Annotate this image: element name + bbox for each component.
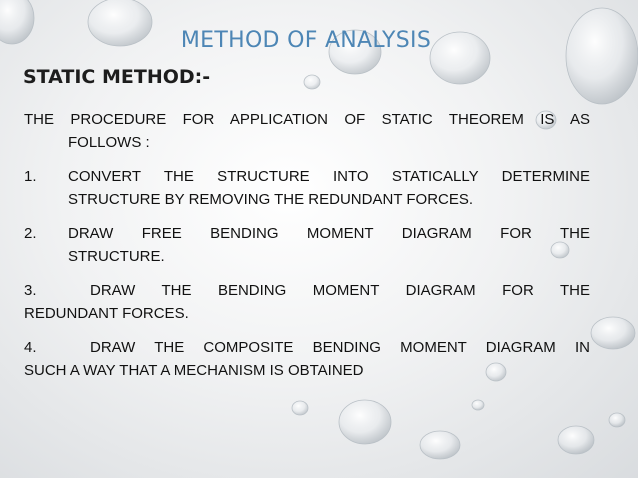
- step-line-1: DRAW THE BENDING MOMENT DIAGRAM FOR THE: [90, 282, 590, 299]
- step-number: 4.: [24, 339, 37, 356]
- step-number: 2.: [24, 225, 37, 242]
- water-drop: [292, 401, 308, 415]
- step-number: 1.: [24, 168, 37, 185]
- step-line-2: SUCH A WAY THAT A MECHANISM IS OBTAINED: [24, 362, 364, 379]
- slide-subtitle: STATIC METHOD:-: [23, 66, 211, 88]
- water-drop: [339, 400, 391, 444]
- step-line-2: REDUNDANT FORCES.: [24, 305, 189, 322]
- step-3: [24, 279, 590, 325]
- step-number: 3.: [24, 282, 37, 299]
- intro-line-2: FOLLOWS :: [68, 134, 150, 151]
- step-line-1: CONVERT THE STRUCTURE INTO STATICALLY DETERMINE: [68, 168, 590, 185]
- step-line-1: DRAW FREE BENDING MOMENT DIAGRAM FOR THE: [68, 225, 590, 242]
- step-2: [24, 222, 590, 268]
- slide-title: METHOD OF ANALYSIS: [180, 28, 432, 53]
- step-4: [24, 336, 590, 382]
- water-drop: [472, 400, 484, 410]
- slide-content: [24, 108, 590, 382]
- step-line-1: DRAW THE COMPOSITE BENDING MOMENT DIAGRAM IN: [90, 339, 590, 356]
- water-drop: [558, 426, 594, 454]
- water-drop: [420, 431, 460, 459]
- water-drop: [304, 75, 320, 89]
- step-1: [24, 165, 590, 211]
- water-drop: [591, 317, 635, 349]
- water-drop: [566, 8, 638, 104]
- water-drop: [609, 413, 625, 427]
- intro-line-1: THE PROCEDURE FOR APPLICATION OF STATIC THEOREM IS AS: [24, 111, 590, 128]
- step-line-2: STRUCTURE BY REMOVING THE REDUNDANT FORCES.: [68, 191, 474, 208]
- step-line-2: STRUCTURE.: [68, 248, 165, 265]
